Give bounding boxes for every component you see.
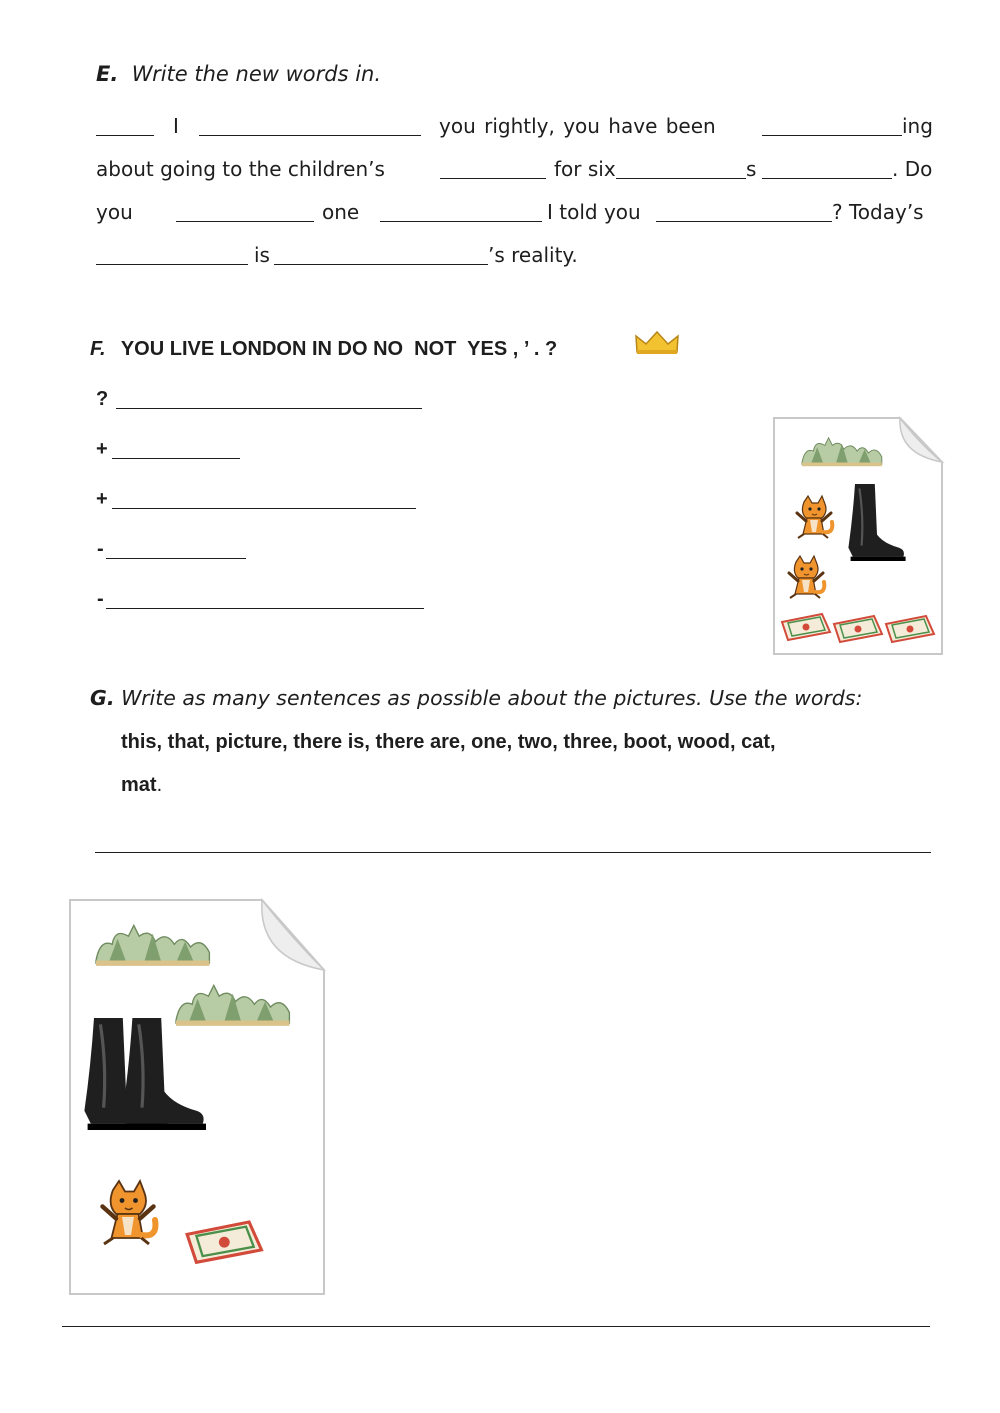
answer-blank[interactable] xyxy=(96,135,154,136)
writing-line[interactable] xyxy=(95,852,931,853)
answer-blank[interactable] xyxy=(440,178,546,179)
picture-card-small xyxy=(770,414,946,658)
section-f-heading xyxy=(90,338,557,361)
exercise-line-1 xyxy=(96,114,938,144)
exercise-line-3 xyxy=(96,200,938,230)
exercise-line-2 xyxy=(96,157,938,187)
exercise-text: you rightly, you have been xyxy=(439,114,716,138)
word-bank-line-1: this, that, picture, there is, there are, one, two, three, boot, wood, cat, xyxy=(121,731,776,753)
exercise-text: one xyxy=(322,200,360,224)
exercise-text: ? Today’s xyxy=(832,200,924,224)
writing-line[interactable] xyxy=(62,1326,930,1327)
section-e-instruction: Write the new words in. xyxy=(131,62,382,86)
word-bank-last-word: mat xyxy=(121,774,157,796)
exercise-text: is xyxy=(254,243,270,267)
exercise-text: I xyxy=(173,114,179,138)
answer-line[interactable] xyxy=(112,508,416,509)
crown-icon xyxy=(634,330,680,356)
exercise-text: you xyxy=(96,200,133,224)
negative-symbol: - xyxy=(97,538,104,560)
section-f-letter: F. xyxy=(90,338,106,360)
exercise-text: s xyxy=(746,157,757,181)
positive-symbol: + xyxy=(96,438,108,460)
answer-blank[interactable] xyxy=(96,264,248,265)
word-bank-line-2 xyxy=(121,774,162,797)
exercise-text: ’s reality. xyxy=(488,243,578,267)
answer-blank[interactable] xyxy=(616,178,746,179)
answer-line[interactable] xyxy=(106,558,246,559)
answer-line[interactable] xyxy=(106,608,424,609)
answer-blank[interactable] xyxy=(199,135,421,136)
answer-blank[interactable] xyxy=(274,264,488,265)
picture-card-large xyxy=(66,896,328,1298)
exercise-text: . Do xyxy=(892,157,933,181)
answer-line[interactable] xyxy=(112,458,240,459)
answer-line[interactable] xyxy=(116,408,422,409)
exercise-text: for six xyxy=(554,157,616,181)
exercise-text: I told you xyxy=(547,200,641,224)
section-g-heading xyxy=(90,686,862,710)
exercise-line-4 xyxy=(96,243,938,273)
question-symbol: ? xyxy=(96,388,109,410)
negative-symbol: - xyxy=(97,588,104,610)
section-g-letter: G. xyxy=(90,686,115,710)
section-e-heading xyxy=(96,62,381,86)
positive-symbol: + xyxy=(96,488,108,510)
answer-blank[interactable] xyxy=(656,221,832,222)
answer-blank[interactable] xyxy=(176,221,314,222)
exercise-text: about going to the children’s xyxy=(96,157,385,181)
section-e-letter: E. xyxy=(96,62,119,86)
section-f-words: YOU LIVE LONDON IN DO NO NOT YES , ’ . ? xyxy=(120,338,558,360)
answer-blank[interactable] xyxy=(380,221,542,222)
exercise-text: ing xyxy=(902,114,933,138)
section-g-instruction: Write as many sentences as possible about the pictures. Use the words: xyxy=(121,686,863,710)
answer-blank[interactable] xyxy=(762,178,892,179)
word-bank-period: . xyxy=(156,774,163,796)
answer-blank[interactable] xyxy=(762,135,902,136)
